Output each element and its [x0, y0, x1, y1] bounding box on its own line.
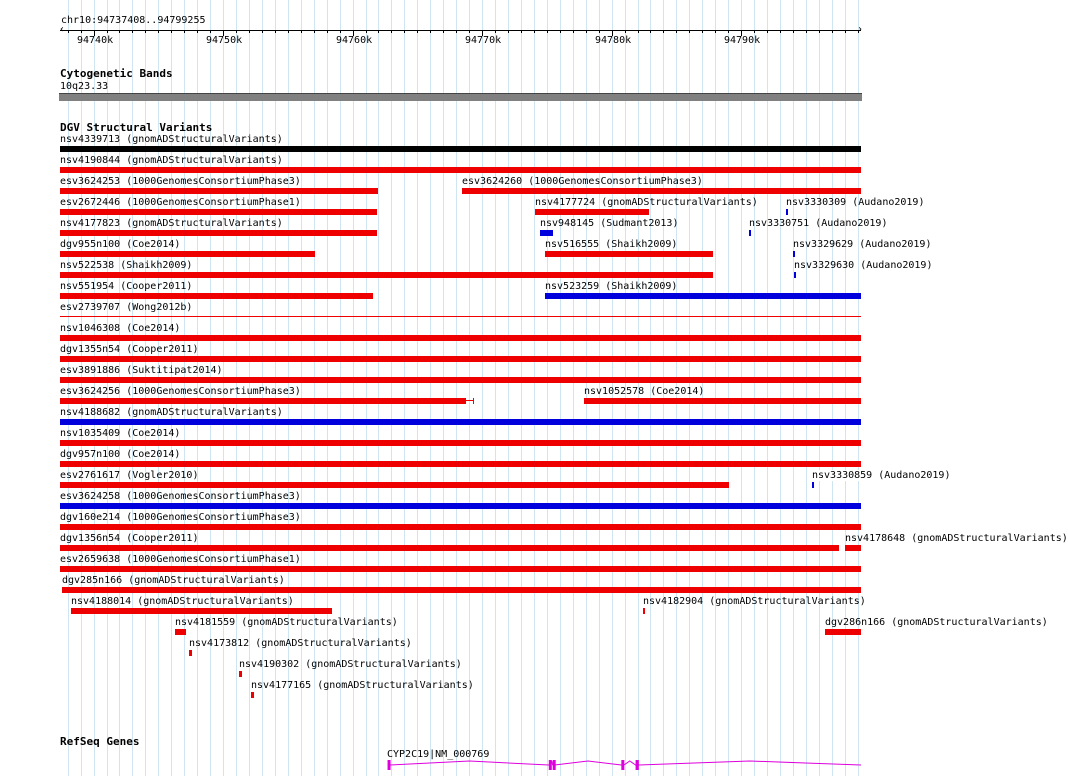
grid-line [741, 0, 742, 776]
ruler-minor-tick [107, 31, 108, 33]
variant-bar[interactable] [60, 356, 861, 362]
ruler-tick-label: 94770k [465, 35, 502, 46]
variant-bar[interactable] [60, 419, 861, 425]
variant-label[interactable]: nsv4173812 (gnomADStructuralVariants) [189, 638, 412, 649]
ruler-minor-tick [599, 31, 600, 33]
ruler-minor-tick [521, 31, 522, 33]
variant-bar[interactable] [812, 482, 814, 488]
ruler-minor-tick [495, 31, 496, 33]
ruler-minor-tick [638, 31, 639, 33]
gene-label: CYP2C19|NM_000769 [387, 749, 490, 760]
variant-label[interactable]: nsv4177165 (gnomADStructuralVariants) [251, 680, 474, 691]
variant-bar[interactable] [60, 167, 861, 173]
variant-label[interactable]: nsv523259 (Shaikh2009) [545, 281, 678, 292]
variant-bar[interactable] [60, 482, 729, 488]
variant-label[interactable]: dgv1356n54 (Cooper2011) [60, 533, 199, 544]
variant-bar[interactable] [793, 251, 795, 257]
variant-bar[interactable] [60, 524, 861, 530]
ruler-minor-tick [676, 31, 677, 33]
ruler-tick-label: 94740k [77, 35, 114, 46]
ruler-minor-tick [650, 31, 651, 33]
variant-bar[interactable] [60, 377, 861, 383]
grid-line [780, 0, 781, 776]
variant-label[interactable]: esv2761617 (Vogler2010) [60, 470, 199, 481]
ruler-minor-tick [68, 31, 69, 33]
variant-bar[interactable] [62, 587, 861, 593]
variant-bar[interactable] [60, 335, 861, 341]
variant-label[interactable]: dgv286n166 (gnomADStructuralVariants) [825, 617, 1048, 628]
variant-label[interactable]: nsv522538 (Shaikh2009) [60, 260, 193, 271]
variant-bar[interactable] [60, 316, 861, 317]
variant-bar[interactable] [60, 398, 466, 404]
grid-line [573, 0, 574, 776]
variant-bar[interactable] [60, 293, 373, 299]
ruler-minor-tick [780, 31, 781, 33]
ruler-minor-tick [469, 31, 470, 33]
ruler-minor-tick [249, 31, 250, 33]
variant-bar[interactable] [60, 566, 861, 572]
ruler-minor-tick [404, 31, 405, 33]
variant-bar[interactable] [825, 629, 861, 635]
grid-line [521, 0, 522, 776]
variant-bar[interactable] [749, 230, 751, 236]
ruler-minor-tick [663, 31, 664, 33]
ruler-minor-tick [845, 31, 846, 33]
ruler-minor-tick [275, 31, 276, 33]
ruler-minor-tick [689, 31, 690, 33]
variant-label[interactable]: nsv3329630 (Audano2019) [794, 260, 933, 271]
cytoband-bar[interactable] [59, 93, 862, 101]
variant-whisker-cap [473, 398, 474, 404]
variant-label[interactable]: nsv4178648 (gnomADStructuralVariants) [845, 533, 1068, 544]
variant-bar[interactable] [251, 692, 254, 698]
variant-bar[interactable] [239, 671, 242, 677]
grid-line [495, 0, 496, 776]
variant-label[interactable]: dgv160e214 (1000GenomesConsortiumPhase3) [60, 512, 301, 523]
ruler-location: chr10:94737408..94799255 [61, 15, 206, 26]
variant-bar[interactable] [60, 251, 315, 257]
variant-label[interactable]: esv2672446 (1000GenomesConsortiumPhase1) [60, 197, 301, 208]
ruler-minor-tick [314, 31, 315, 33]
ruler-tick-label: 94780k [595, 35, 632, 46]
variant-label[interactable]: nsv3330859 (Audano2019) [812, 470, 951, 481]
grid-line [508, 0, 509, 776]
ruler-minor-tick [132, 31, 133, 33]
variant-label[interactable]: nsv551954 (Cooper2011) [60, 281, 193, 292]
dgv-track-title[interactable]: DGV Structural Variants [60, 121, 213, 134]
grid-line [469, 0, 470, 776]
ruler-minor-tick [832, 31, 833, 33]
ruler-minor-tick [145, 31, 146, 33]
grid-line [767, 0, 768, 776]
variant-bar[interactable] [189, 650, 192, 656]
grid-line [806, 0, 807, 776]
variant-bar[interactable] [794, 272, 796, 278]
ruler-minor-tick [508, 31, 509, 33]
variant-label[interactable]: dgv1355n54 (Cooper2011) [60, 344, 199, 355]
grid-line [547, 0, 548, 776]
cytoband-label: 10q23.33 [60, 81, 109, 92]
ruler-minor-tick [236, 31, 237, 33]
variant-label[interactable]: nsv4182904 (gnomADStructuralVariants) [643, 596, 866, 607]
variant-bar[interactable] [60, 230, 377, 236]
ruler-minor-tick [573, 31, 574, 33]
variant-label[interactable]: nsv4188014 (gnomADStructuralVariants) [71, 596, 294, 607]
ruler-minor-tick [456, 31, 457, 33]
variant-bar[interactable] [845, 545, 861, 551]
variant-bar[interactable] [71, 608, 332, 614]
variant-label[interactable]: nsv4188682 (gnomADStructuralVariants) [60, 407, 283, 418]
grid-line [560, 0, 561, 776]
variant-label[interactable]: nsv1052578 (Coe2014) [584, 386, 705, 397]
ruler-minor-tick [417, 31, 418, 33]
variant-bar[interactable] [175, 629, 186, 635]
variant-label[interactable]: nsv4177724 (gnomADStructuralVariants) [535, 197, 758, 208]
ruler-left-arrow[interactable]: ‹ [59, 24, 66, 35]
ruler-minor-tick [197, 31, 198, 33]
ruler-minor-tick [327, 31, 328, 33]
variant-label[interactable]: nsv948145 (Sudmant2013) [540, 218, 679, 229]
grid-line [715, 0, 716, 776]
variant-bar[interactable] [462, 188, 861, 194]
grid-line [819, 0, 820, 776]
ruler-minor-tick [806, 31, 807, 33]
ruler-minor-tick [430, 31, 431, 33]
variant-label[interactable]: nsv4190844 (gnomADStructuralVariants) [60, 155, 283, 166]
variant-label[interactable]: esv3624260 (1000GenomesConsortiumPhase3) [462, 176, 703, 187]
ruler-minor-tick [171, 31, 172, 33]
variant-label[interactable]: dgv955n100 (Coe2014) [60, 239, 181, 250]
ruler-minor-tick [702, 31, 703, 33]
variant-bar[interactable] [545, 251, 713, 257]
grid-line [845, 0, 846, 776]
ruler-minor-tick [728, 31, 729, 33]
variant-label[interactable]: dgv957n100 (Coe2014) [60, 449, 181, 460]
ruler-minor-tick [378, 31, 379, 33]
ruler-minor-tick [158, 31, 159, 33]
variant-label[interactable]: esv2739707 (Wong2012b) [60, 302, 193, 313]
variant-label[interactable]: nsv4177823 (gnomADStructuralVariants) [60, 218, 283, 229]
variant-bar[interactable] [60, 545, 839, 551]
ruler-tick-label: 94760k [336, 35, 373, 46]
grid-line [832, 0, 833, 776]
grid-line [534, 0, 535, 776]
grid-line [482, 0, 483, 776]
variant-bar[interactable] [540, 230, 553, 236]
grid-line [858, 0, 859, 776]
variant-label[interactable]: esv2659638 (1000GenomesConsortiumPhase1) [60, 554, 301, 565]
ruler-minor-tick [119, 31, 120, 33]
ruler-minor-tick [366, 31, 367, 33]
variant-label[interactable]: nsv4339713 (gnomADStructuralVariants) [60, 134, 283, 145]
variant-bar[interactable] [60, 146, 861, 152]
gene-exon[interactable] [621, 760, 624, 770]
grid-line [728, 0, 729, 776]
ruler-minor-tick [715, 31, 716, 33]
ruler-minor-tick [443, 31, 444, 33]
ruler-minor-tick [301, 31, 302, 33]
variant-label[interactable]: nsv3330751 (Audano2019) [749, 218, 888, 229]
ruler-minor-tick [793, 31, 794, 33]
ruler-minor-tick [391, 31, 392, 33]
grid-line [793, 0, 794, 776]
variant-bar[interactable] [535, 209, 649, 215]
variant-label[interactable]: nsv3329629 (Audano2019) [793, 239, 932, 250]
variant-label[interactable]: nsv4190302 (gnomADStructuralVariants) [239, 659, 462, 670]
gene-exon[interactable] [553, 760, 556, 770]
variant-bar[interactable] [786, 209, 788, 215]
ruler-right-arrow[interactable]: › [857, 24, 864, 35]
variant-bar[interactable] [60, 209, 377, 215]
ruler-minor-tick [262, 31, 263, 33]
variant-bar[interactable] [643, 608, 645, 614]
ruler-minor-tick [819, 31, 820, 33]
ruler-minor-tick [340, 31, 341, 33]
variant-label[interactable]: nsv3330309 (Audano2019) [786, 197, 925, 208]
ruler-minor-tick [754, 31, 755, 33]
variant-label[interactable]: nsv516555 (Shaikh2009) [545, 239, 678, 250]
variant-label[interactable]: esv3891886 (Suktitipat2014) [60, 365, 223, 376]
ruler-minor-tick [625, 31, 626, 33]
ruler-minor-tick [560, 31, 561, 33]
variant-label[interactable]: esv3624253 (1000GenomesConsortiumPhase3) [60, 176, 301, 187]
gene-exon[interactable] [549, 760, 552, 770]
variant-whisker [466, 400, 473, 401]
variant-label[interactable]: nsv4181559 (gnomADStructuralVariants) [175, 617, 398, 628]
variant-bar[interactable] [60, 272, 713, 278]
ruler-minor-tick [210, 31, 211, 33]
variant-label[interactable]: esv3624258 (1000GenomesConsortiumPhase3) [60, 491, 301, 502]
variant-bar[interactable] [60, 440, 861, 446]
refseq-track-title[interactable]: RefSeq Genes [60, 735, 140, 748]
ruler-minor-tick [288, 31, 289, 33]
ruler-tick-label: 94750k [206, 35, 243, 46]
variant-label[interactable]: nsv1035409 (Coe2014) [60, 428, 181, 439]
ruler-minor-tick [547, 31, 548, 33]
variant-bar[interactable] [60, 503, 861, 509]
ruler-minor-tick [586, 31, 587, 33]
variant-bar[interactable] [545, 293, 861, 299]
variant-bar[interactable] [584, 398, 861, 404]
variant-label[interactable]: esv3624256 (1000GenomesConsortiumPhase3) [60, 386, 301, 397]
variant-label[interactable]: dgv285n166 (gnomADStructuralVariants) [62, 575, 285, 586]
ruler-tick-label: 94790k [724, 35, 761, 46]
variant-bar[interactable] [60, 188, 378, 194]
variant-label[interactable]: nsv1046308 (Coe2014) [60, 323, 181, 334]
grid-line [754, 0, 755, 776]
ruler-minor-tick [767, 31, 768, 33]
ruler-minor-tick [81, 31, 82, 33]
variant-bar[interactable] [60, 461, 861, 467]
ruler-minor-tick [184, 31, 185, 33]
ruler-minor-tick [534, 31, 535, 33]
cytoband-track-title[interactable]: Cytogenetic Bands [60, 67, 173, 80]
